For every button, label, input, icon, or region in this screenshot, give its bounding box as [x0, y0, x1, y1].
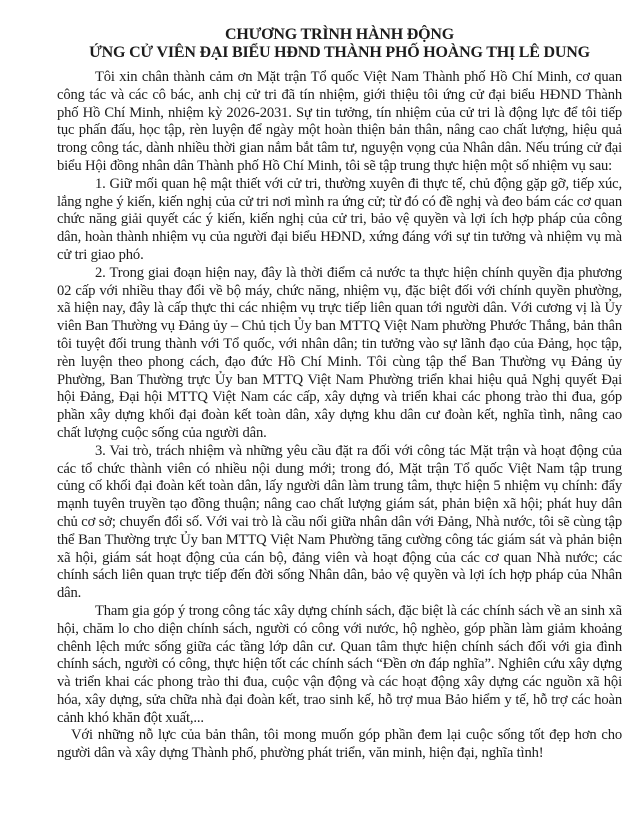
paragraph-intro: Tôi xin chân thành cảm ơn Mặt trận Tổ quốc Việt Nam Thành phố Hồ Chí Minh, cơ quan công tác và các cô bác, anh chị cử tri đã tín nhiệm, giới thiệu tôi ứng cử đại biểu HĐND Thành phố Hồ Chí Minh, nhiệm kỳ 2026-2031. Sự tin tưởng, tín nhiệm của cử tri là động lực để tôi tiếp tục phấn đấu, học tập, rèn luyện để ngày một hoàn thiện bản thân, nâng cao chất lượng, hiệu quả trong công tác, dành nhiều thời gian nắm bắt tâm tư, nguyện vọng của Nhân dân. Nếu trúng cử đại biểu Hội đồng nhân dân Thành phố Hồ Chí Minh, tôi sẽ tập trung thực hiện một số nhiệm vụ sau: — [57, 69, 622, 174]
paragraph-policy: Tham gia góp ý trong công tác xây dựng chính sách, đặc biệt là các chính sách về an sinh xã hội, chăm lo cho diện chính sách, người có công với nước, hộ nghèo, góp phần làm giảm khoảng chênh lệch mức sống giữa các tầng lớp dân cư. Quan tâm thực hiện chính sách đối với gia đình chính sách, người có công, thực hiện tốt các chính sách “Đền ơn đáp nghĩa”. Nghiên cứu xây dựng và triển khai các phong trào thi đua, cuộc vận động và các hoạt động xây dựng các nguồn xã hội hóa, xây dựng, sửa chữa nhà đại đoàn kết, trao sinh kế, hỗ trợ mua Bảo hiểm y tế, hỗ trợ các hoàn cảnh khó khăn đột xuất,... — [57, 602, 622, 726]
paragraph-task-2: 2. Trong giai đoạn hiện nay, đây là thời điểm cả nước ta thực hiện chính quyền địa phương 02 cấp với nhiều thay đổi về bộ máy, chức năng, nhiệm vụ, đặc biệt đối với chính quyền phường, xã hiện nay, đây là cấp thực thi các nhiệm vụ trực tiếp liên quan tới người dân. Với cương vị là Ủy viên Ban Thường vụ Đảng ủy – Chủ tịch Ủy ban MTTQ Việt Nam phường Phước Thắng, bản thân tôi tuyệt đối trung thành với Tổ quốc, với nhân dân; tin tưởng vào sự lãnh đạo của Đảng, học tập, rèn luyện theo phong cách, đạo đức Hồ Chí Minh. Tôi cùng tập thể Ban Thường vụ Đảng ủy Phường, Ban Thường trực Ủy ban MTTQ Việt Nam Phường triển khai hiệu quả Nghị quyết Đại hội Đảng, Đại hội MTTQ Việt Nam các cấp, xây dựng và triển khai các phong trào thi đua, góp phần xây dựng khối đại đoàn kết toàn dân, xây dựng khu dân cư đoàn kết, nghĩa tình, nâng cao chất lượng cuộc sống của người dân. — [57, 264, 622, 441]
paragraph-task-3: 3. Vai trò, trách nhiệm và những yêu cầu đặt ra đối với công tác Mặt trận và hoạt động của các tổ chức thành viên có nhiều nội dung mới; trong đó, Mặt trận Tổ quốc Việt Nam tập trung củng cố khối đại đoàn kết toàn dân, lấy người dân làm trung tâm, thực hiện 5 nhiệm vụ chính: đẩy mạnh tuyên truyền tạo đồng thuận; nâng cao chất lượng giám sát, phản biện xã hội; phát huy dân chủ cơ sở; chuyển đổi số. Với vai trò là cầu nối giữa nhân dân với Đảng, Nhà nước, tôi sẽ cùng tập thể Ban Thường trực Ủy ban MTTQ Việt Nam Phường tăng cường công tác giám sát và phản biện xã hội, giám sát hoạt động của cán bộ, đảng viên và hoạt động của các cơ quan Nhà nước; các chính sách liên quan trực tiếp đến đời sống Nhân dân, bảo vệ quyền và lợi ích hợp pháp của Nhân dân. — [57, 442, 622, 602]
paragraph-closing: Với những nỗ lực của bản thân, tôi mong muốn góp phần đem lại cuộc sống tốt đẹp hơn cho người dân và xây dựng Thành phố, phường phát triển, văn minh, hiện đại, nghĩa tình! — [57, 727, 622, 762]
title-line-1: CHƯƠNG TRÌNH HÀNH ĐỘNG — [225, 26, 454, 43]
title-line-2: ỨNG CỬ VIÊN ĐẠI BIỂU HĐND THÀNH PHỐ HOÀNG THỊ LÊ DUNG — [89, 43, 590, 61]
document-body — [57, 69, 622, 763]
document-title — [57, 26, 622, 61]
paragraph-task-1: 1. Giữ mối quan hệ mật thiết với cử tri, thường xuyên đi thực tế, chủ động gặp gỡ, tiếp xúc, lắng nghe ý kiến, kiến nghị của cử tri nơi mình ra ứng cử; từ đó có đề nghị và đeo bám các cơ quan chức năng giải quyết các ý kiến, kiến nghị của cử tri, bảo vệ quyền và lợi ích hợp pháp của công dân, hoàn thành nhiệm vụ của người đại biểu HĐND, xứng đáng với sự tin tưởng và nhiệm vụ mà cử tri giao phó. — [57, 175, 622, 263]
